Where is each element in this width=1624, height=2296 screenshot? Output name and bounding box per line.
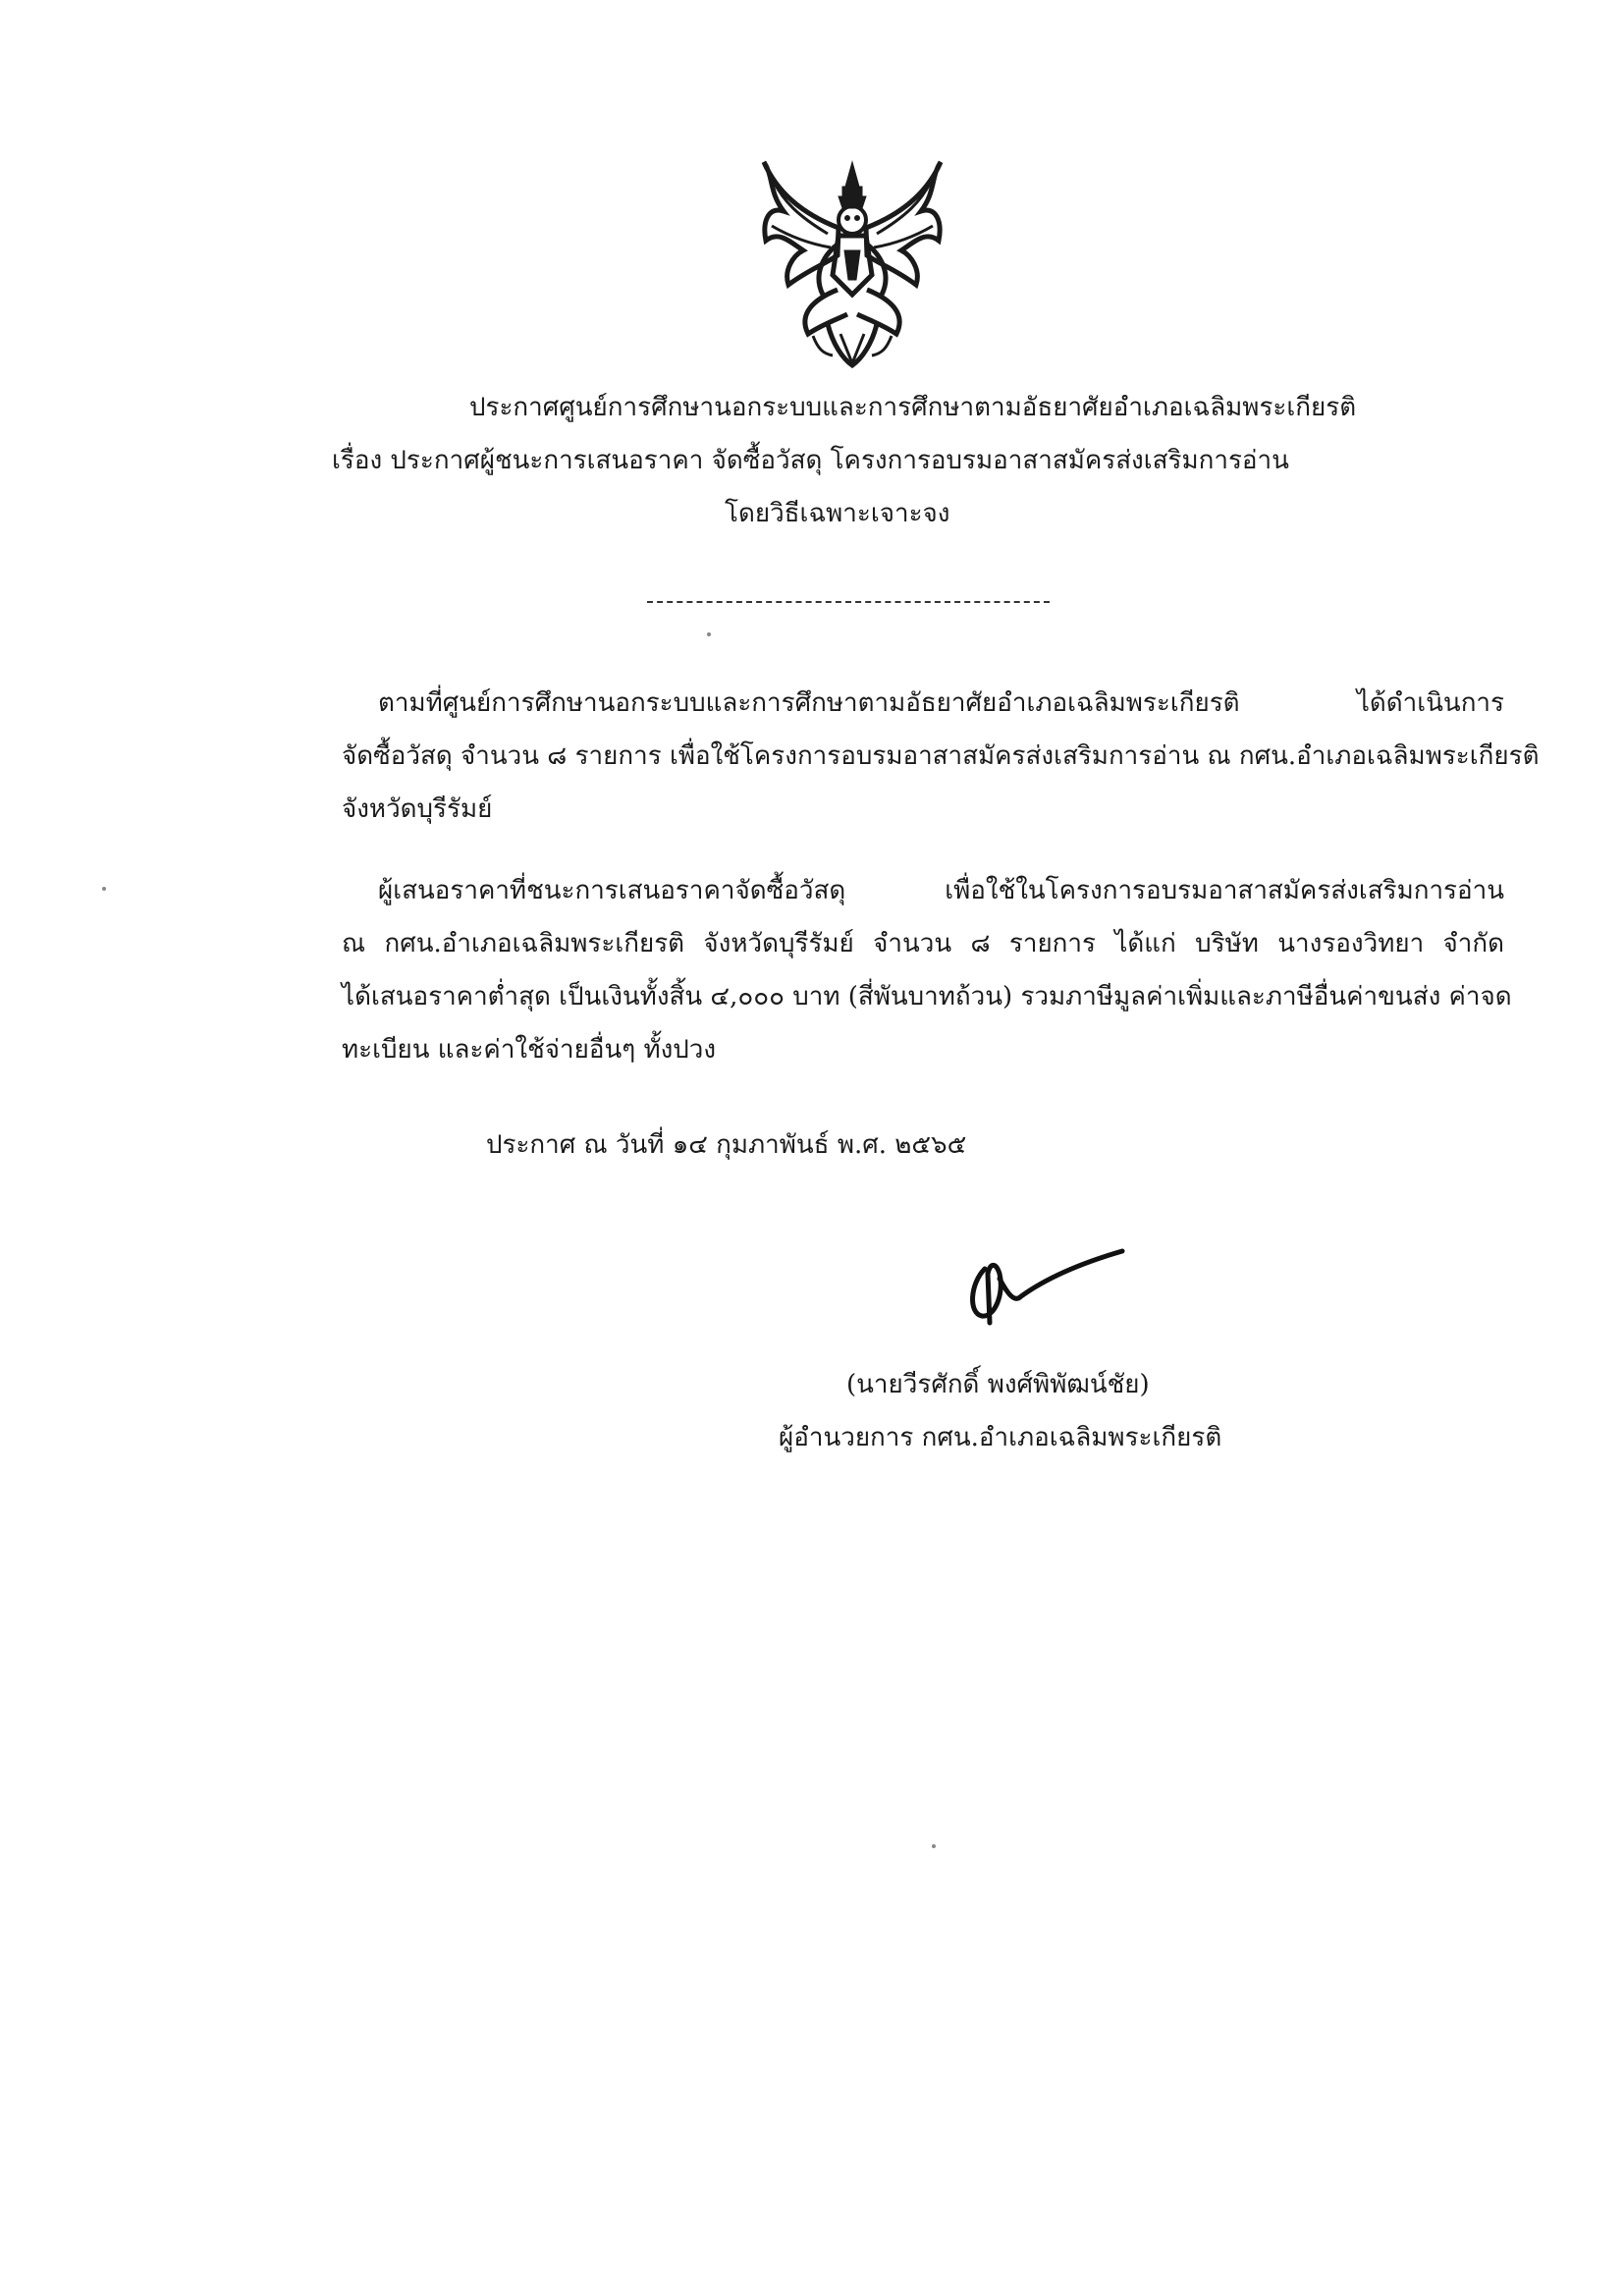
paragraph1-line1: ตามที่ศูนย์การศึกษานอกระบบและการศึกษาตามอัธยาศัยอำเภอเฉลิมพระเกียรติ ได้ดำเนินการ bbox=[378, 688, 1504, 718]
separator-line bbox=[647, 601, 1050, 603]
scan-speck bbox=[707, 632, 711, 636]
paragraph1-line3: จังหวัดบุรีรัมย์ bbox=[342, 794, 493, 824]
paragraph2-line4: ทะเบียน และค่าใช้จ่ายอื่นๆ ทั้งปวง bbox=[342, 1035, 717, 1065]
announcement-subject: เรื่อง ประกาศผู้ชนะการเสนอราคา จัดซื้อวัสดุ โครงการอบรมอาสาสมัครส่งเสริมการอ่าน bbox=[332, 446, 1289, 475]
scan-speck bbox=[932, 1844, 936, 1848]
paragraph1-line2: จัดซื้อวัสดุ จำนวน ๘ รายการ เพื่อใช้โครงการอบรมอาสาสมัครส่งเสริมการอ่าน ณ กศน.อำเภอเฉลิมพระเกียรติ bbox=[342, 741, 1540, 771]
garuda-emblem-icon bbox=[754, 157, 950, 368]
scan-speck bbox=[102, 887, 106, 891]
paragraph2-line2: ณ กศน.อำเภอเฉลิมพระเกียรติ จังหวัดบุรีรัมย์ จำนวน ๘ รายการ ได้แก่ บริษัท นางรองวิทยา จำกัด bbox=[342, 929, 1504, 958]
signatory-name: (นายวีรศักดิ์ พงศ์พิพัฒน์ชัย) bbox=[846, 1370, 1150, 1399]
paragraph2-line3: ได้เสนอราคาต่ำสุด เป็นเงินทั้งสิ้น ๔,๐๐๐ บาท (สี่พันบาทถ้วน) รวมภาษีมูลค่าเพิ่มและภาษีอื่นค่าขนส่ง ค่าจด bbox=[342, 982, 1512, 1011]
paragraph2-line1: ผู้เสนอราคาที่ชนะการเสนอราคาจัดซื้อวัสดุ เพื่อใช้ในโครงการอบรมอาสาสมัครส่งเสริมการอ่าน bbox=[378, 876, 1504, 905]
signatory-title: ผู้อำนวยการ กศน.อำเภอเฉลิมพระเกียรติ bbox=[779, 1423, 1222, 1452]
handwritten-signature bbox=[960, 1239, 1132, 1328]
announcement-method: โดยวิธีเฉพาะเจาะจง bbox=[725, 499, 950, 528]
announcement-title: ประกาศศูนย์การศึกษานอกระบบและการศึกษาตามอัธยาศัยอำเภอเฉลิมพระเกียรติ bbox=[469, 393, 1357, 422]
announcement-date: ประกาศ ณ วันที่ ๑๔ กุมภาพันธ์ พ.ศ. ๒๕๖๕ bbox=[486, 1130, 967, 1160]
